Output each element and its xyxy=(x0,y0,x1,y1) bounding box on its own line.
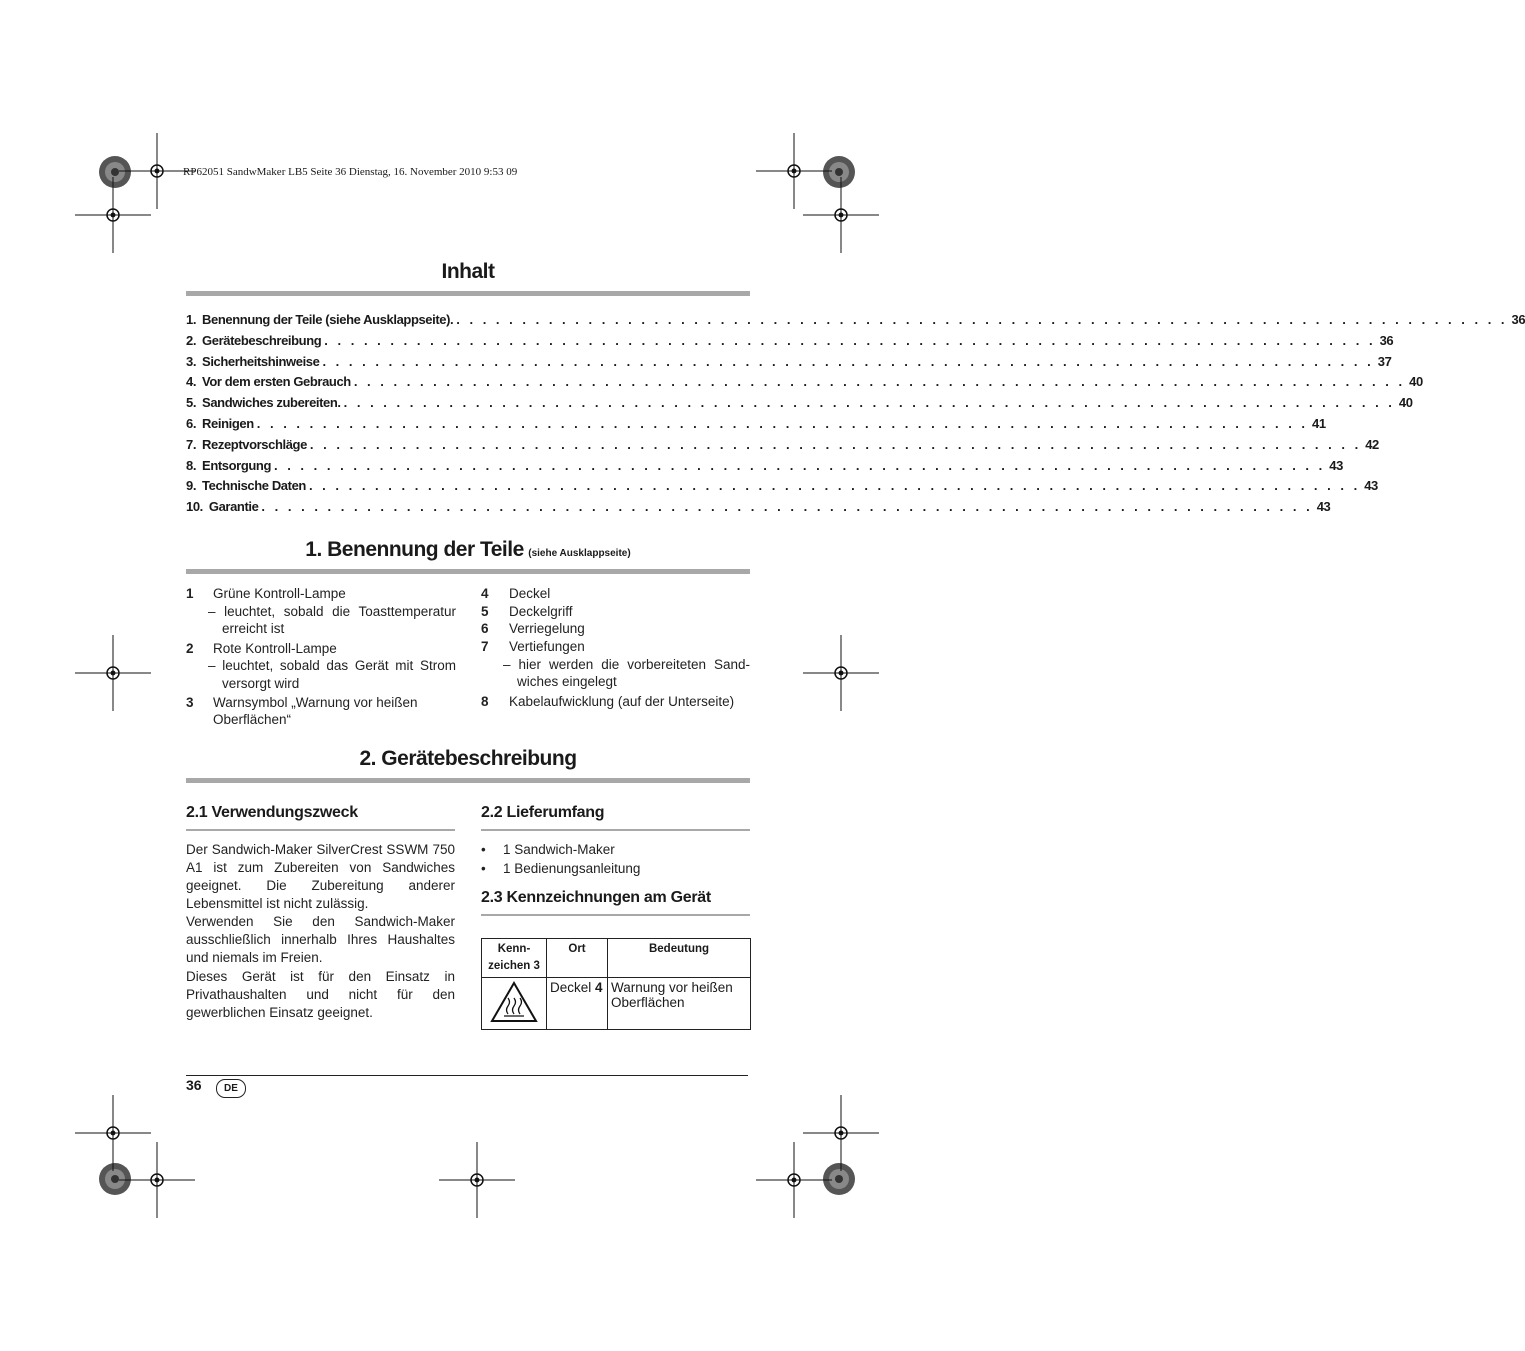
toc-label: Vor dem ersten Gebrauch xyxy=(202,374,351,390)
part-item-3-desc: Oberflächen“ xyxy=(213,712,292,727)
toc-page: 36 xyxy=(1379,332,1394,348)
divider xyxy=(186,778,750,783)
toc-page: 36 xyxy=(1511,312,1525,327)
toc-entry[interactable] xyxy=(186,309,1525,330)
toc-number: 5. xyxy=(186,395,197,411)
section-2-1-paragraph-2: Verwenden Sie den Sandwich-Maker ausschließlich innerhalb Ihres Haushaltes und niemals im Freien. xyxy=(186,914,455,965)
toc-label: Garantie xyxy=(208,499,259,515)
toc-page: 42 xyxy=(1365,436,1379,452)
part-item-7-desc: – hier werden die vorbereiteten Sand- xyxy=(503,657,750,672)
toc-page: 37 xyxy=(1377,353,1392,369)
part-item-1-desc: – leuchtet, sobald die Toasttemperatur xyxy=(208,604,456,619)
divider xyxy=(481,914,750,916)
divider xyxy=(186,569,750,574)
hot-surface-warning-icon xyxy=(482,978,547,1030)
toc-number: 4. xyxy=(186,374,197,390)
toc-number: 1. xyxy=(186,312,197,327)
toc-label: Reinigen xyxy=(202,416,254,431)
section-2-title: 2. Gerätebeschreibung xyxy=(359,747,577,770)
toc-number: 7. xyxy=(186,436,197,452)
part-item-2-desc2: versorgt wird xyxy=(222,676,300,691)
toc-number: 3. xyxy=(186,353,197,369)
toc-page: 43 xyxy=(1329,457,1343,473)
toc-page: 40 xyxy=(1398,395,1413,411)
toc-label: Gerätebeschreibung xyxy=(202,332,322,348)
toc-leader: . . . . . . . . . . . . . . . . . . . . . . . . . . . . . . . . . . . . . . . . . . . . . . . . . . . . . . . . . . . . . . . . . . . . . . . . . . . . . . . . xyxy=(308,478,1361,494)
table-header-kennzeichen: Kenn-zeichen 3 xyxy=(482,939,547,978)
toc-leader: . . . . . . . . . . . . . . . . . . . . . . . . . . . . . . . . . . . . . . . . . . . . . . . . . . . . . . . . . . . . . . . . . . . . . . . . . . . . . . . . xyxy=(456,312,1508,327)
toc-label: Entsorgung xyxy=(202,457,271,473)
section-2-1-title: 2.1 Verwendungszweck xyxy=(186,804,358,821)
divider xyxy=(481,829,750,831)
table-cell-bedeutung: Warnung vor heißen Oberflächen xyxy=(608,978,751,1030)
divider xyxy=(186,829,455,831)
toc-leader: . . . . . . . . . . . . . . . . . . . . . . . . . . . . . . . . . . . . . . . . . . . . . . . . . . . . . . . . . . . . . . . . . . . . . . . . . . . . . . . . xyxy=(273,457,1326,473)
toc-number: 8. xyxy=(186,457,197,473)
page-number: 36 xyxy=(186,1077,202,1093)
toc-number: 9. xyxy=(186,478,197,494)
part-item-7-desc2: wiches eingelegt xyxy=(517,674,617,689)
toc-leader: . . . . . . . . . . . . . . . . . . . . . . . . . . . . . . . . . . . . . . . . . . . . . . . . . . . . . . . . . . . . . . . . . . . . . . . . . . . . . . . . xyxy=(322,353,1374,369)
toc-entry[interactable] xyxy=(186,330,1394,351)
toc-page: 43 xyxy=(1316,499,1331,515)
toc-entry[interactable] xyxy=(186,496,1331,517)
footer-rule xyxy=(186,1075,748,1076)
toc-number: 6. xyxy=(186,416,197,431)
toc-label: Sandwiches zubereiten. xyxy=(202,395,341,411)
toc-entry[interactable] xyxy=(186,371,1423,392)
section-2-3-title: 2.3 Kennzeichnungen am Gerät xyxy=(481,889,711,906)
part-item-1-desc2: erreicht ist xyxy=(222,621,285,636)
section-2-1-paragraph-3: Dieses Gerät ist für den Einsatz in Privathaushalten und nicht für den gewerblichen Einsatz geeignet. xyxy=(186,969,455,1020)
section-1-note: (siehe Ausklappseite) xyxy=(528,548,631,559)
toc-leader: . . . . . . . . . . . . . . . . . . . . . . . . . . . . . . . . . . . . . . . . . . . . . . . . . . . . . . . . . . . . . . . . . . . . . . . . . . . . . . . . xyxy=(309,436,1362,452)
toc-number: 10. xyxy=(186,499,203,515)
part-item-2-desc: – leuchtet, sobald das Gerät mit Strom xyxy=(208,658,456,673)
markings-table xyxy=(481,938,751,1030)
toc-leader: . . . . . . . . . . . . . . . . . . . . . . . . . . . . . . . . . . . . . . . . . . . . . . . . . . . . . . . . . . . . . . . . . . . . . . . . . . . . . . . . xyxy=(256,416,1309,431)
section-1-title: 1. Benennung der Teile xyxy=(305,538,524,561)
toc-entry[interactable] xyxy=(186,455,1343,476)
toc-label: Technische Daten xyxy=(202,478,306,494)
section-2-1-paragraph-1: Der Sandwich-Maker SilverCrest SSWM 750 A1 ist zum Zubereiten von Sandwiches geeignet. Die Zubereitung anderer Lebensmittel ist nicht zulässig. xyxy=(186,842,455,911)
toc-entry[interactable] xyxy=(186,413,1326,434)
toc-entry[interactable] xyxy=(186,392,1413,413)
toc-label: Sicherheitshinweise xyxy=(202,353,320,369)
toc-page: 43 xyxy=(1364,478,1378,494)
section-1-heading xyxy=(186,538,750,562)
toc-label: Rezeptvorschläge xyxy=(202,436,307,452)
divider xyxy=(186,291,750,296)
toc-entry[interactable] xyxy=(186,351,1392,372)
toc-entry[interactable] xyxy=(186,475,1378,496)
table-header-bedeutung: Bedeutung xyxy=(608,939,751,978)
table-header-ort: Ort xyxy=(547,939,608,978)
language-badge: DE xyxy=(216,1079,246,1098)
section-2-2-title: 2.2 Lieferumfang xyxy=(481,804,605,821)
toc-leader: . . . . . . . . . . . . . . . . . . . . . . . . . . . . . . . . . . . . . . . . . . . . . . . . . . . . . . . . . . . . . . . . . . . . . . . . . . . . . . . . xyxy=(261,499,1313,515)
toc-leader: . . . . . . . . . . . . . . . . . . . . . . . . . . . . . . . . . . . . . . . . . . . . . . . . . . . . . . . . . . . . . . . . . . . . . . . . . . . . . . . . xyxy=(343,395,1395,411)
toc-number: 2. xyxy=(186,332,197,348)
toc-page: 41 xyxy=(1312,416,1326,431)
toc-page: 40 xyxy=(1409,374,1423,390)
toc-entry[interactable] xyxy=(186,434,1379,455)
toc-title: Inhalt xyxy=(441,260,495,283)
toc-leader: . . . . . . . . . . . . . . . . . . . . . . . . . . . . . . . . . . . . . . . . . . . . . . . . . . . . . . . . . . . . . . . . . . . . . . . . . . . . . . . . xyxy=(324,332,1376,348)
table-cell-ort: Deckel 4 xyxy=(547,978,608,1030)
toc-leader: . . . . . . . . . . . . . . . . . . . . . . . . . . . . . . . . . . . . . . . . . . . . . . . . . . . . . . . . . . . . . . . . . . . . . . . . . . . . . . . . xyxy=(353,374,1406,390)
print-header: RP62051 SandwMaker LB5 Seite 36 Dienstag, 16. November 2010 9:53 09 xyxy=(183,166,518,178)
toc-label: Benennung der Teile (siehe Ausklappseite). xyxy=(202,312,454,327)
